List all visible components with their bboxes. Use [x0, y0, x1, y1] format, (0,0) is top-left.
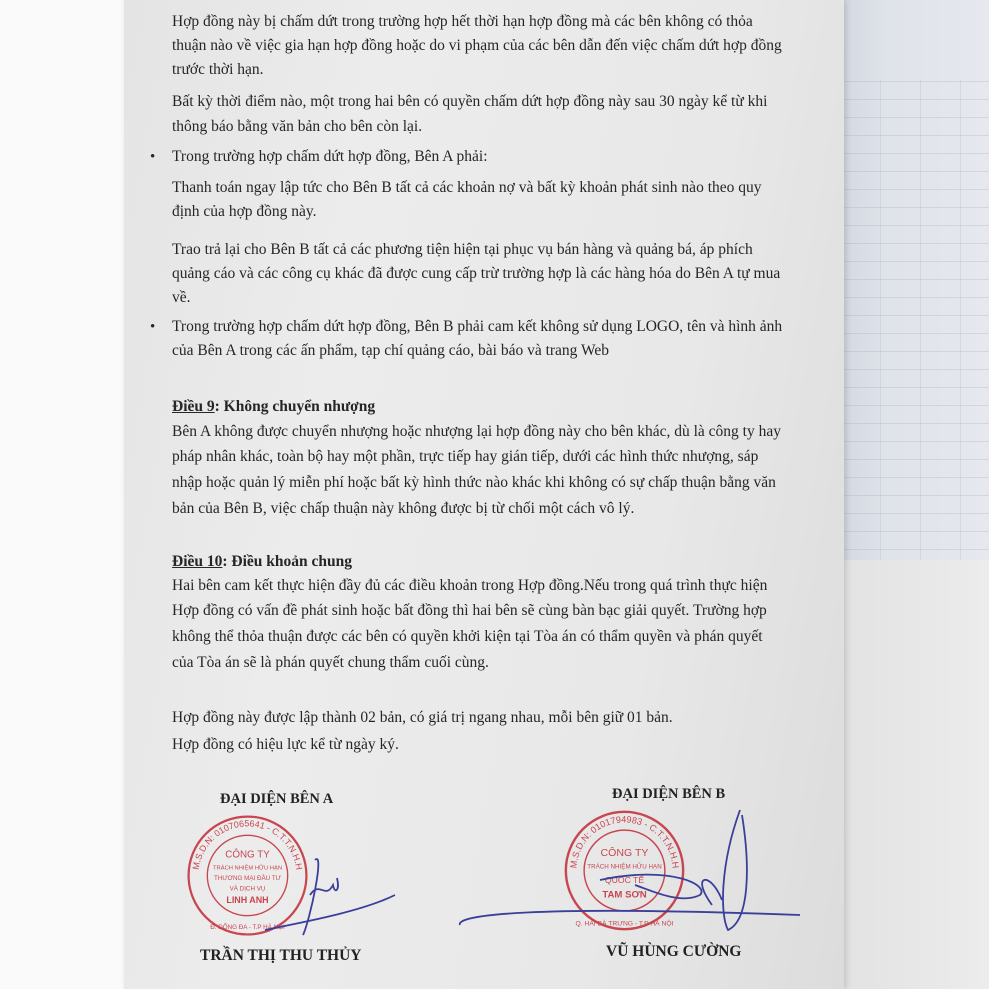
article-label: Điều 9 [172, 398, 215, 415]
stamp-text: TRÁCH NHIỆM HỮU HẠN [587, 863, 662, 871]
bullet-text: Trong trường hợp chấm dứt hợp đồng, Bên A phải: [172, 148, 488, 165]
article-9-heading [172, 397, 375, 417]
article-title: : Không chuyển nhượng [214, 398, 376, 415]
stamp-text: CÔNG TY [225, 849, 270, 861]
article-title: : Điều khoản chung [222, 553, 353, 570]
text-line: thông báo bằng văn bản cho bên còn lại. [172, 118, 423, 135]
text-line: định của hợp đồng này. [172, 203, 317, 220]
stamp-text: THƯƠNG MẠI ĐẦU TƯ [214, 874, 281, 882]
stamp-text: TAM SƠN [602, 889, 647, 901]
text-line: Bất kỳ thời điểm nào, một trong hai bên có quyền chấm dứt hợp đồng này sau 30 ngày kể từ khi [172, 93, 768, 110]
signature-a [255, 840, 405, 940]
text-line: không thể thỏa thuận được các bên có quyền khởi kiện tại Tòa án có thẩm quyền và phán quyết [172, 628, 763, 645]
background-left [0, 0, 124, 989]
text-line: pháp nhân khác, toàn bộ hay một phần, trực tiếp hay gián tiếp, dưới các hình thức nhượng, sáp [172, 448, 759, 465]
stamp-text: Q. HAI BÀ TRƯNG - T.P HÀ NỘI [575, 920, 674, 928]
text-line: Hợp đồng có vấn đề phát sinh hoặc bất đồng thì hai bên sẽ cùng bàn bạc giải quyết. Trường hợp [172, 602, 767, 619]
stamp-text: TRÁCH NHIỆM HỮU HẠN [212, 865, 283, 872]
bullet-icon: • [150, 319, 156, 335]
text-line: của Bên A trong các ấn phẩm, tạp chí quảng cáo, bài báo và trang Web [172, 342, 610, 359]
text-line: Hợp đồng có hiệu lực kể từ ngày ký. [172, 736, 399, 753]
text-line: quảng cáo và các công cụ khác đã được cung cấp trừ trường hợp là các hàng hóa do Bên A tự mua [172, 265, 781, 282]
bullet-icon: • [150, 149, 156, 165]
text-line: Bên A không được chuyển nhượng hoặc nhượng lại hợp đồng này cho bên khác, dù là công ty hay [172, 423, 781, 440]
party-a-heading: ĐẠI DIỆN BÊN A [220, 791, 334, 807]
article-10-heading [172, 552, 352, 572]
stamp-text: Đ. ĐỐNG ĐA - T.P HÀ NỘI [210, 924, 285, 932]
party-b-name: VŨ HÙNG CƯỜNG [606, 943, 742, 960]
article-label: Điều 10 [172, 553, 223, 570]
text-line: Hai bên cam kết thực hiện đầy đủ các điều khoản trong Hợp đồng.Nếu trong quá trình thực hiện [172, 577, 768, 594]
bullet-text: Trong trường hợp chấm dứt hợp đồng, Bên B phải cam kết không sử dụng LOGO, tên và hình ảnh [172, 318, 783, 335]
stamp-text: VÀ DỊCH VỤ [229, 885, 266, 893]
stamp-text: QUỐC TẾ [604, 875, 645, 885]
text-line: bản của Bên B, việc chấp thuận này không được bị từ chối một cách vô lý. [172, 500, 635, 517]
text-line: Trao trả lại cho Bên B tất cả các phương tiện hiện tại phục vụ bán hàng và quảng bá, áp phích [172, 241, 753, 258]
party-a-name: TRẦN THỊ THU THỦY [200, 947, 362, 964]
stamp-ring-text: M.S.D.N: 0107065641 - C.T.T.N.H.H [190, 818, 305, 871]
text-line: thuận nào về việc gia hạn hợp đồng hoặc do vi phạm của các bên dẫn đến việc chấm dứt hợp đồng [172, 37, 782, 54]
text-line: Hợp đồng này được lập thành 02 bản, có giá trị ngang nhau, mỗi bên giữ 01 bản. [172, 709, 673, 726]
background-grid [840, 80, 989, 640]
underlying-paper [835, 560, 989, 989]
text-line: trước thời hạn. [172, 61, 264, 78]
stamp-ring-text: M.S.D.N: 0101794983 - C.T.T.N.H.H [568, 814, 681, 869]
text-line: Hợp đồng này bị chấm dứt trong trường hợp hết thời hạn hợp đồng mà các bên không có thỏa [172, 13, 753, 30]
party-b-heading: ĐẠI DIỆN BÊN B [612, 786, 726, 802]
signature-b [450, 805, 800, 935]
text-line: về. [172, 289, 191, 306]
stamp-text: CÔNG TY [600, 847, 649, 860]
text-line: Thanh toán ngay lập tức cho Bên B tất cả các khoản nợ và bất kỳ khoản phát sinh nào theo quy [172, 179, 762, 196]
text-line: của Tòa án sẽ là phán quyết chung thẩm cuối cùng. [172, 654, 489, 671]
text-line: nhập hoặc quản lý miễn phí hoặc bất kỳ hình thức nào khác khi không có sự chấp thuận bằng văn [172, 474, 776, 491]
stamp-text: LINH ANH [226, 895, 269, 906]
